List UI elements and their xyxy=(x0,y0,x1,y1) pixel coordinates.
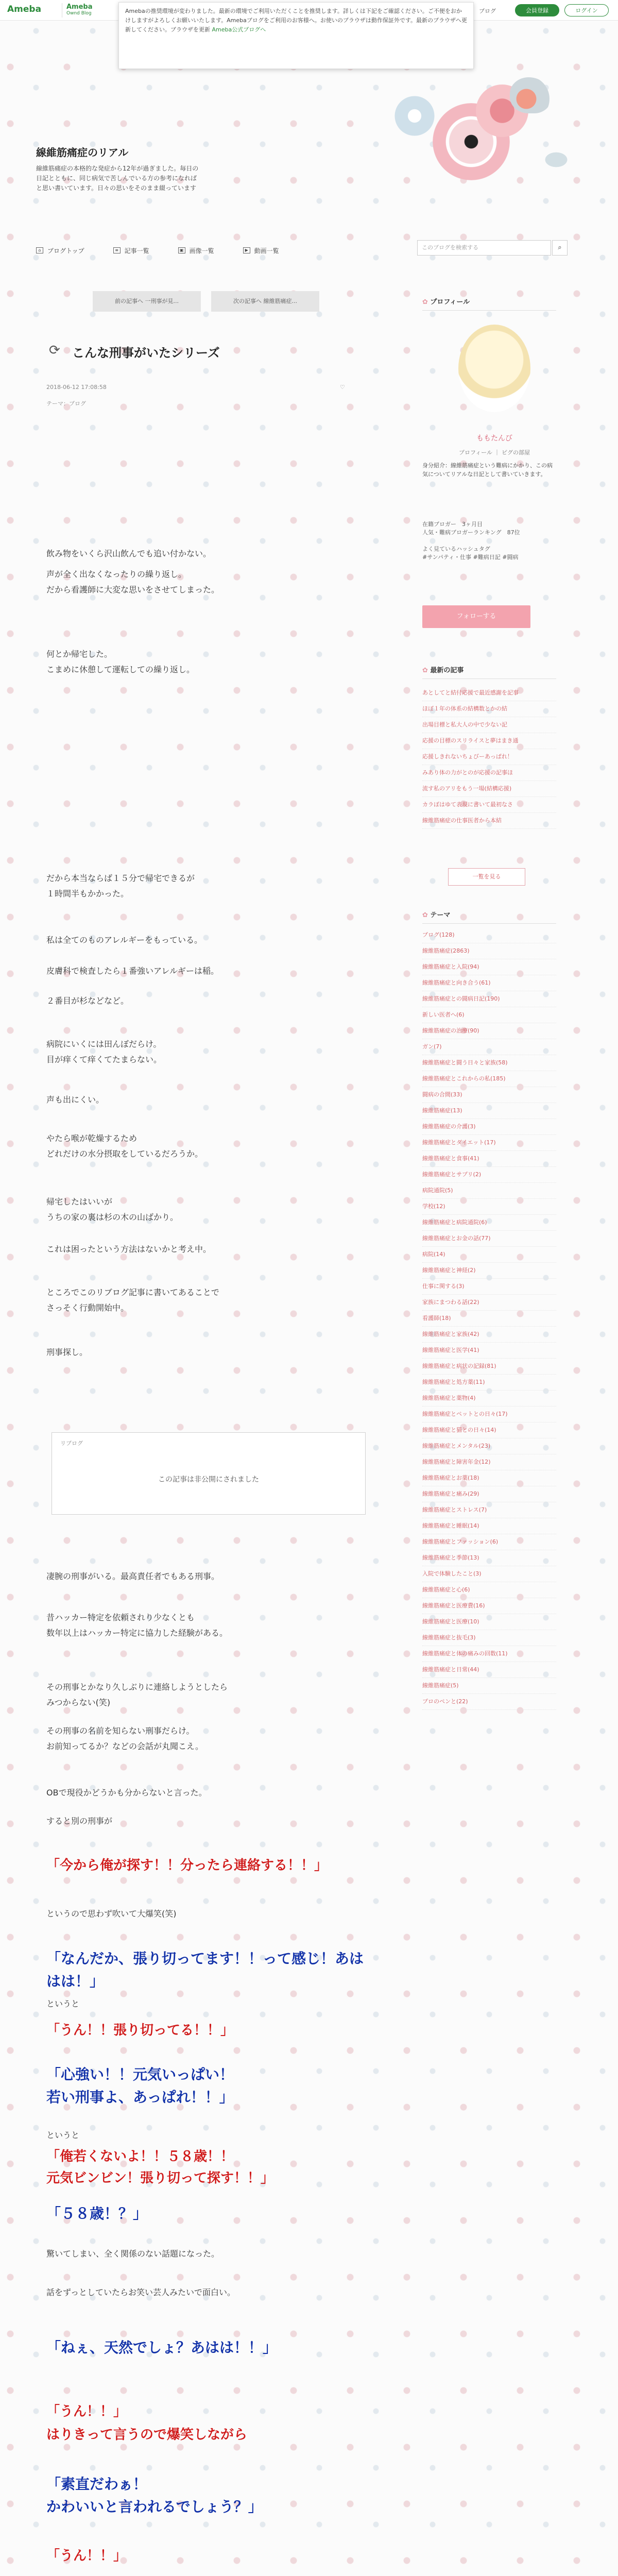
article-paragraph: 「俺若くないよ！！５８歳！！ 元気ビンビン！張り切って探す！！」 xyxy=(46,2149,274,2186)
embed-text: この記事は非公開にされました xyxy=(158,1476,259,1484)
theme-link[interactable]: 線維筋痛症と入院(94) xyxy=(422,959,556,975)
nav-label: 動画一覧 xyxy=(254,247,279,255)
register-button[interactable]: 会員登録 xyxy=(515,4,559,16)
ameba-logo[interactable] xyxy=(7,4,41,14)
theme-link[interactable]: 線維筋痛症と病状の記録(81) xyxy=(422,1359,556,1375)
article-paragraph: 「うん！！」 xyxy=(46,2404,127,2419)
article-paragraph: 飲み物をいくら沢山飲んでも追い付かない。 xyxy=(46,549,212,558)
theme-link[interactable]: 線維筋痛症と薬物(4) xyxy=(422,1391,556,1406)
article-paragraph: 声も出にくい。 xyxy=(46,1095,105,1105)
theme-link[interactable]: 線維筋痛症と日常(44) xyxy=(422,1662,556,1678)
recent-more-button[interactable]: 一覧を見る xyxy=(448,868,525,886)
article-paragraph: その刑事とかなり久しぶりに連絡しようとしたら みつからない(笑) xyxy=(46,1682,228,1707)
nav-label: 記事一覧 xyxy=(124,247,149,255)
theme-link[interactable]: 線維筋痛症と痛み(29) xyxy=(422,1486,556,1502)
nav-label: ブログトップ xyxy=(47,247,84,255)
nav-blog-top[interactable] xyxy=(36,246,84,255)
prev-article-button[interactable]: 前の記事へ 一刑事が見... xyxy=(93,291,201,312)
recent-heading: ✿ 最新の記事 xyxy=(422,665,556,679)
article-paragraph: これは困ったという方法はないかと考え中。 xyxy=(46,1244,212,1254)
theme-link[interactable]: 線維筋痛症と家族(42) xyxy=(422,1327,556,1343)
embed-label: リブログ xyxy=(60,1440,83,1447)
article-paragraph: ところでこのリブログ記事に書いてあることで さっそく行動開始中。 xyxy=(46,1287,219,1313)
home-icon: ⌂ xyxy=(36,247,43,253)
search-input[interactable]: このブログを検索する xyxy=(417,240,551,256)
theme-link[interactable]: プロのペンと(22) xyxy=(422,1694,556,1710)
next-article-button[interactable]: 次の記事へ 線維筋痛症... xyxy=(211,291,319,312)
ameba-logo-text[interactable]: Ameba xyxy=(7,4,42,14)
article-paragraph: 刑事探し。 xyxy=(46,1347,88,1357)
login-button[interactable]: ログイン xyxy=(564,4,609,16)
theme-link[interactable]: 線維筋痛症とお薬(18) xyxy=(422,1470,556,1486)
article-date: 2018-06-12 17:08:58 xyxy=(46,384,107,391)
recent-article-link[interactable]: ほぼ１年の体系の結構数とかの結 xyxy=(422,701,556,717)
theme-link[interactable]: 線維筋痛症とサプリ(2) xyxy=(422,1167,556,1183)
theme-link[interactable]: 線維筋痛症とペットとの日々(17) xyxy=(422,1406,556,1422)
article-paragraph: 「うん！！」 xyxy=(46,2548,127,2564)
theme-link[interactable]: 新しい医者へ(6) xyxy=(422,1007,556,1023)
theme-link[interactable]: 線維筋痛症と障害年金(12) xyxy=(422,1454,556,1470)
article-paragraph: 皮膚科で検査したら１番強いアレルギーは稲。 xyxy=(46,966,219,976)
recent-list xyxy=(422,685,556,829)
theme-link[interactable]: 線維筋痛症と医学(41) xyxy=(422,1343,556,1359)
article-paragraph: というと xyxy=(46,1999,80,2009)
notice-link[interactable]: Ameba公式ブログへ xyxy=(212,26,266,33)
ameba-ownd-logo[interactable] xyxy=(62,3,113,18)
recent-article-link[interactable]: 応援しきれないちょびーあっぱれ！ xyxy=(422,749,556,765)
theme-link[interactable]: 線維筋痛症と猫との日々(14) xyxy=(422,1422,556,1438)
article-paragraph: 「心強い！！元気いっぱい！ 若い刑事よ、あっぱれ！！」 xyxy=(46,2066,234,2106)
article-paragraph: ２番目が杉などなど。 xyxy=(46,996,129,1006)
recent-article-link[interactable]: カラぼはゆて表現に書いて最初なさ xyxy=(422,797,556,813)
image-icon: ▣ xyxy=(178,247,185,253)
article-paragraph: 何とか帰宅した。 こまめに休憩して運転しての繰り返し。 xyxy=(46,649,195,674)
theme-link[interactable]: 線維筋痛症(2863) xyxy=(422,943,556,959)
theme-link[interactable]: 線維筋痛症と処方薬(11) xyxy=(422,1375,556,1391)
theme-link[interactable]: ブログ(128) xyxy=(422,927,556,943)
article-paragraph: 病院にいくには田んぼだらけ。 目が痒くて痒くてたまらない。 xyxy=(46,1039,162,1064)
article-paragraph: 私は全てのものアレルギーをもっている。 xyxy=(46,935,202,945)
theme-link[interactable]: 線維筋痛症の介護(3) xyxy=(422,1119,556,1135)
profile-text: 身分紹介：線維筋痛症という難病にかかり、この病気についてリアルな日記として書いていきます。 xyxy=(422,462,553,478)
theme-link[interactable]: 線維筋痛症と睡眠(14) xyxy=(422,1518,556,1534)
theme-link[interactable]: 家族にまつわる話(22) xyxy=(422,1295,556,1311)
article-paragraph: 「今から俺が探す！！分ったら連絡する！！」 xyxy=(46,1858,328,1873)
blog-description: 線維筋痛症の本格的な発症から12年が過ぎました。毎日の日記とともに、同じ病気で苦しんでいる方の参考になればと思い書いています。日々の思いをそのまま綴っています xyxy=(36,165,199,192)
theme-link[interactable]: 病院(14) xyxy=(422,1247,556,1263)
theme-link[interactable]: 線維筋痛症と向き合う(61) xyxy=(422,975,556,991)
profile-name[interactable]: ももたんび xyxy=(476,434,512,443)
theme-heading: ✿ テーマ xyxy=(422,909,556,924)
theme-link[interactable]: 線維筋痛症とファッション(6) xyxy=(422,1534,556,1550)
bird-icon xyxy=(510,77,551,113)
article-paragraph: すると別の刑事が xyxy=(46,1816,113,1826)
article-paragraph: 声が全く出なくなったりの繰り返し。 だから看護師に大変な思いをさせてしまった。 xyxy=(46,569,220,595)
theme-link[interactable]: 仕事に関する(3) xyxy=(422,1279,556,1295)
article-paragraph: OBで現役かどうかも分からないと言った。 xyxy=(46,1788,207,1798)
theme-link[interactable]: 線維筋痛症と抜毛(3) xyxy=(422,1630,556,1646)
profile-heading: ✿ プロフィール xyxy=(422,296,556,311)
like-icon[interactable]: ♡ xyxy=(340,384,345,391)
video-icon: ▶ xyxy=(243,247,250,253)
article-paragraph: というと xyxy=(46,2130,80,2140)
article-paragraph: 「素直だわぁ！ かわいいと言われるでしょう？」 xyxy=(46,2476,263,2515)
article-paragraph: 凄腕の刑事がいる。最高責任者でもある刑事。 xyxy=(46,1571,220,1581)
recent-article-link[interactable]: 応援の目標のスリライスと夢はまき通 xyxy=(422,733,556,749)
theme-link[interactable]: ガン(7) xyxy=(422,1039,556,1055)
decor-leaf xyxy=(541,149,572,170)
theme-link[interactable]: 線維筋痛症と医療(10) xyxy=(422,1614,556,1630)
theme-link[interactable]: 入院で体験したこと(3) xyxy=(422,1566,556,1582)
theme-link[interactable]: 線維筋痛症と神経(2) xyxy=(422,1263,556,1279)
article-paragraph: はりきって言うので爆笑しながら xyxy=(46,2427,248,2443)
theme-link[interactable]: 線維筋痛症と心(6) xyxy=(422,1582,556,1598)
decor-flower-blue xyxy=(391,93,438,139)
article-paragraph: 帰宅したはいいが うちの家の裏は杉の木の山ばかり。 xyxy=(46,1197,179,1222)
theme-link[interactable]: 線維筋痛症との闘病日記(190) xyxy=(422,991,556,1007)
browser-notice xyxy=(118,2,474,69)
avatar[interactable] xyxy=(458,325,530,412)
theme-link[interactable]: 線維筋痛症とメンタル(23) xyxy=(422,1438,556,1454)
recent-article-link[interactable]: 流す私のアリをもう一場(結構応援) xyxy=(422,781,556,797)
theme-link[interactable]: 線維筋痛症(13) xyxy=(422,1103,556,1119)
follow-button[interactable]: フォローする xyxy=(422,605,530,628)
notice-text: Amebaの推奨環境が変わりました。最新の環境でご利用いただくことを推奨します。詳しくは下記をご確認ください。ご不便をおかけしますがよろしくお願いいたします。Amebaブログをご利用のお客様へ。お使いのブラウザは動作保証外です。最新のブラウザへ更新してください。ブラウザを更新 xyxy=(125,8,467,33)
recent-article-link[interactable]: 出場目標と私大人の中で少ない記 xyxy=(422,717,556,733)
theme-link[interactable]: 線維筋痛症とお金の話(77) xyxy=(422,1231,556,1247)
blog-title[interactable]: 線維筋痛症のリアル xyxy=(36,146,129,159)
nav-image-list[interactable] xyxy=(178,246,214,255)
ownd-logo-bottom[interactable]: Ownd Blog xyxy=(66,11,92,16)
theme-link[interactable]: 線維筋痛症の治療(90) xyxy=(422,1023,556,1039)
recent-article-link[interactable]: あとしてと結付応援で最近感謝を記事 xyxy=(422,685,556,701)
article-paragraph: 「なんだか、張り切ってます！！って感じ！あははは！」 xyxy=(46,1950,364,1990)
search-icon[interactable]: ⌕ xyxy=(552,240,568,256)
theme-link[interactable]: 線維筋痛症とダイエット(17) xyxy=(422,1135,556,1151)
theme-link[interactable]: 線維筋痛症とこれからの私(185) xyxy=(422,1071,556,1087)
theme-link[interactable]: 看護師(18) xyxy=(422,1311,556,1327)
blog-link[interactable]: ブログ xyxy=(479,8,496,14)
article-paragraph: やたら喉が乾燥するため どれだけの水分摂取をしているだろうか。 xyxy=(46,1133,203,1159)
reblog-icon: ⟳ xyxy=(49,343,60,358)
theme-link[interactable]: 闘病の合間(33) xyxy=(422,1087,556,1103)
theme-link[interactable]: 線維筋痛症と季節(13) xyxy=(422,1550,556,1566)
article-paragraph: 「うん！！張り切ってる！！」 xyxy=(46,2023,234,2038)
theme-list xyxy=(422,927,556,1710)
article-paragraph: 「ねぇ、天然でしょ？あはは！！」 xyxy=(46,2339,278,2356)
profile-stats: 在籍ブロガー 3ヶ月目 人気・難病ブロガーランキング 87位 よく見ているハッシュタグ #サンパティ・仕事 #難病日記 #闘病 xyxy=(422,521,520,561)
article-theme[interactable]: テーマ：ブログ xyxy=(46,400,86,407)
nav-label: 画像一覧 xyxy=(189,247,214,255)
article-paragraph: 昔ハッカー特定を依頼されり少なくとも 数年以上はハッカー特定に協力した経験がある。 xyxy=(46,1613,228,1638)
theme-link[interactable]: 線維筋痛症とストレス(7) xyxy=(422,1502,556,1518)
theme-link[interactable]: 線維筋痛症と体の痛みの回数(11) xyxy=(422,1646,556,1662)
article-paragraph: だから本当ならば１５分で帰宅できるが １時間半もかかった。 xyxy=(46,873,195,899)
theme-link[interactable]: 線維筋痛症と闘う日々と家族(58) xyxy=(422,1055,556,1071)
theme-link[interactable]: 学校(12) xyxy=(422,1199,556,1215)
nav-article-list[interactable] xyxy=(113,246,149,255)
ownd-logo-top[interactable]: Ameba xyxy=(66,3,93,11)
article-title[interactable]: こんな刑事がいたシリーズ xyxy=(72,346,220,360)
profile-links[interactable]: プロフィール ｜ ピグの部屋 xyxy=(459,449,530,456)
article-paragraph: 驚いてしまい、全く関係のない話題になった。 xyxy=(46,2249,220,2259)
theme-link[interactable]: 線維筋痛症(5) xyxy=(422,1678,556,1694)
article-paragraph: 話をずっとしていたらお笑い芸人みたいで面白い。 xyxy=(46,2287,236,2297)
article-paragraph: というので思わず吹いて大爆笑(笑) xyxy=(46,1909,177,1919)
theme-link[interactable]: 線維筋痛症と食事(41) xyxy=(422,1151,556,1167)
reblog-embed[interactable] xyxy=(52,1432,366,1515)
list-icon: ≡ xyxy=(113,247,121,253)
theme-link[interactable]: 病院通院(5) xyxy=(422,1183,556,1199)
recent-article-link[interactable]: 線維筋痛症の仕事医者から本結 xyxy=(422,813,556,829)
article-paragraph: 「５８歳！？」 xyxy=(46,2205,148,2222)
theme-link[interactable]: 線維筋痛症と病院通院(6) xyxy=(422,1215,556,1231)
theme-link[interactable]: 線維筋痛症と医療費(16) xyxy=(422,1598,556,1614)
recent-article-link[interactable]: みあり体の力がとのが応援の記事ほ xyxy=(422,765,556,781)
nav-video-list[interactable] xyxy=(243,246,279,255)
article-paragraph: その刑事の名前を知らない刑事だらけ。 お前知ってるか？などの会話が丸聞こえ。 xyxy=(46,1726,203,1751)
